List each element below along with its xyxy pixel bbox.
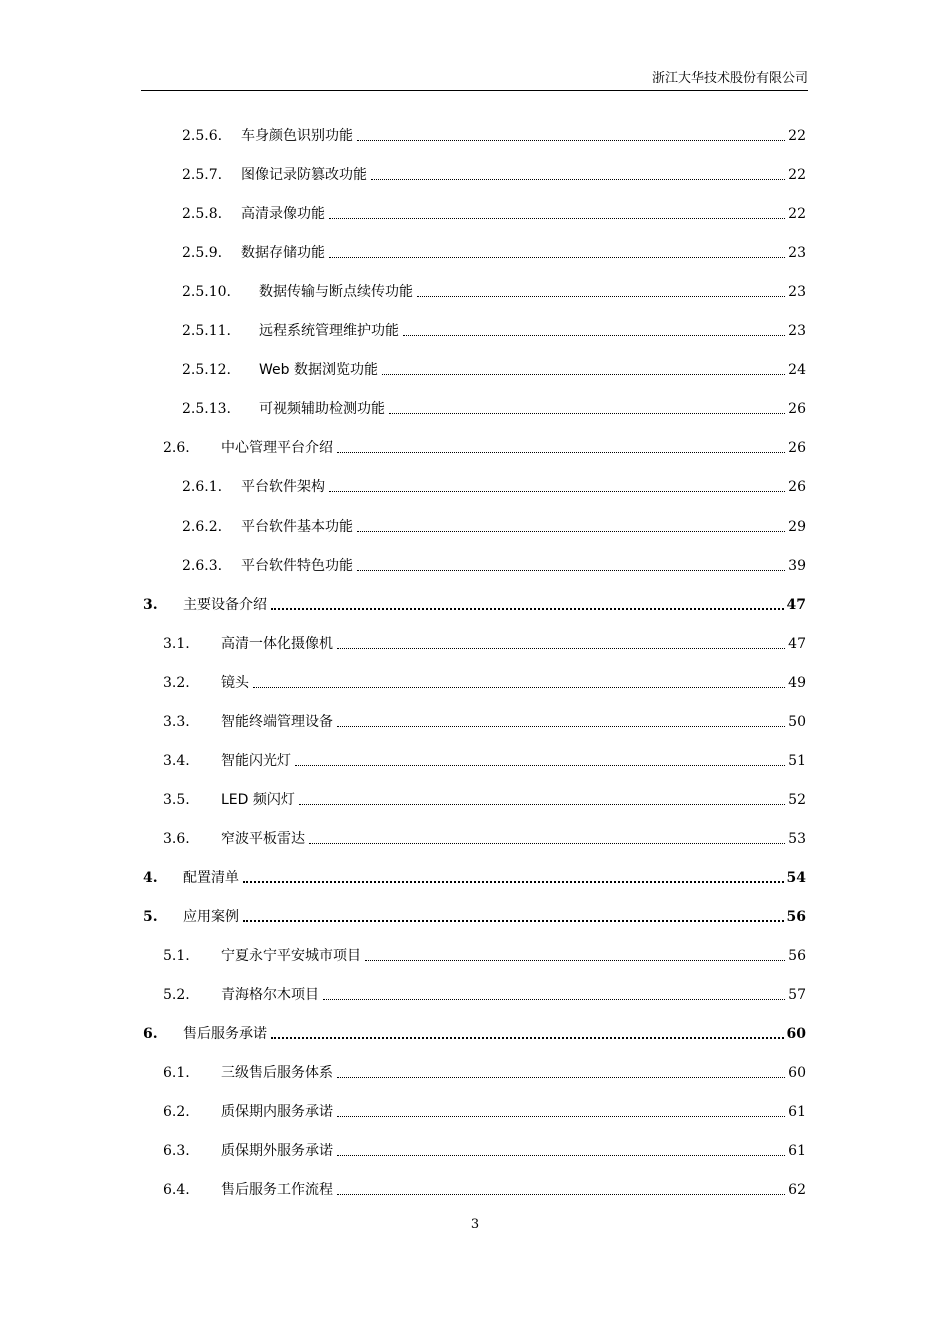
toc-entry-page: 26 [788, 440, 806, 456]
toc-entry-number: 6.3. [163, 1143, 190, 1159]
toc-entry[interactable] [163, 985, 806, 1005]
toc-entry-page: 26 [788, 401, 806, 417]
toc-entry-number: 2.5.10. [182, 284, 231, 300]
toc-entry-title: 可视频辅助检测功能 [259, 401, 385, 417]
toc-entry-title: 镜头 [221, 675, 249, 691]
toc-entry-title: 平台软件基本功能 [241, 519, 353, 535]
toc-entry[interactable] [182, 556, 806, 576]
toc-dot-leader [337, 452, 785, 453]
toc-entry-title: 数据传输与断点续传功能 [259, 284, 413, 300]
toc-entry-title: 图像记录防篡改功能 [241, 167, 367, 183]
toc-entry-page: 39 [788, 558, 806, 574]
toc-entry-number: 3.4. [163, 753, 190, 769]
toc-entry-number: 2.6.1. [182, 479, 223, 495]
toc-dot-leader [243, 920, 784, 922]
toc-dot-leader [371, 179, 785, 180]
toc-entry[interactable] [182, 204, 806, 224]
toc-entry-number: 2.5.13. [182, 401, 231, 417]
toc-dot-leader [337, 1077, 785, 1078]
toc-entry-number: 3.1. [163, 636, 190, 652]
toc-entry[interactable] [163, 829, 806, 849]
toc-entry-page: 56 [786, 909, 806, 925]
toc-entry-page: 60 [788, 1065, 806, 1081]
toc-dot-leader [417, 296, 785, 297]
toc-entry-title: 车身颜色识别功能 [241, 128, 353, 144]
toc-entry-number: 2.5.12. [182, 362, 231, 378]
toc-entry[interactable] [163, 751, 806, 771]
toc-entry-number: 2.6.2. [182, 519, 223, 535]
toc-entry-title: 智能终端管理设备 [221, 714, 333, 730]
toc-entry-page: 23 [788, 323, 806, 339]
toc-dot-leader [329, 491, 785, 492]
toc-entry-page: 57 [788, 987, 806, 1003]
toc-entry-title: 售后服务工作流程 [221, 1182, 333, 1198]
toc-entry-number: 3.3. [163, 714, 190, 730]
toc-entry-number: 2.5.9. [182, 245, 223, 261]
toc-entry-number: 3.6. [163, 831, 190, 847]
toc-entry-page: 51 [788, 753, 806, 769]
toc-entry[interactable] [182, 126, 806, 146]
toc-entry-title: 窄波平板雷达 [221, 831, 305, 847]
toc-entry[interactable] [163, 1141, 806, 1161]
toc-dot-leader [389, 413, 785, 414]
toc-entry-title: 宁夏永宁平安城市项目 [221, 948, 361, 964]
toc-entry-number: 6.1. [163, 1065, 190, 1081]
toc-entry-number: 2.6.3. [182, 558, 223, 574]
toc-entry-title: 主要设备介绍 [183, 597, 267, 613]
toc-entry-title: Web 数据浏览功能 [259, 362, 378, 378]
toc-entry[interactable] [182, 165, 806, 185]
toc-entry-page: 60 [786, 1026, 806, 1042]
toc-entry-page: 22 [788, 167, 806, 183]
toc-entry-page: 61 [788, 1104, 806, 1120]
toc-entry[interactable] [182, 321, 806, 341]
toc-entry-title: 高清录像功能 [241, 206, 325, 222]
toc-entry-number: 2.5.7. [182, 167, 223, 183]
toc-entry-number: 2.6. [163, 440, 190, 456]
toc-entry[interactable] [163, 790, 806, 810]
toc-entry-page: 47 [786, 597, 806, 613]
toc-entry-page: 22 [788, 206, 806, 222]
toc-entry-title: 质保期内服务承诺 [221, 1104, 333, 1120]
toc-dot-leader [357, 140, 785, 141]
toc-entry-title: 售后服务承诺 [183, 1026, 267, 1042]
toc-entry[interactable] [163, 946, 806, 966]
toc-entry-number: 6.4. [163, 1182, 190, 1198]
toc-entry-title: 三级售后服务体系 [221, 1065, 333, 1081]
toc-entry[interactable] [143, 1024, 806, 1044]
toc-entry-title: 应用案例 [183, 909, 239, 925]
toc-entry[interactable] [163, 438, 806, 458]
toc-entry-title: 高清一体化摄像机 [221, 636, 333, 652]
toc-entry-number: 2.5.11. [182, 323, 231, 339]
toc-entry-title: 平台软件架构 [241, 479, 325, 495]
toc-entry-title: LED 频闪灯 [221, 792, 295, 808]
toc-entry-number: 5. [143, 909, 158, 925]
toc-entry[interactable] [143, 868, 806, 888]
toc-entry-title: 智能闪光灯 [221, 753, 291, 769]
page-number: 3 [470, 1217, 480, 1232]
toc-entry-title: 数据存储功能 [241, 245, 325, 261]
toc-entry-number: 2.5.8. [182, 206, 223, 222]
toc-entry-number: 6. [143, 1026, 158, 1042]
toc-entry[interactable] [143, 907, 806, 927]
toc-dot-leader [299, 804, 785, 805]
toc-entry[interactable] [182, 243, 806, 263]
toc-dot-leader [323, 999, 785, 1000]
toc-entry-page: 26 [788, 479, 806, 495]
toc-dot-leader [403, 335, 785, 336]
toc-dot-leader [295, 765, 785, 766]
toc-entry-page: 50 [788, 714, 806, 730]
toc-entry[interactable] [143, 595, 806, 615]
toc-entry[interactable] [163, 712, 806, 732]
toc-dot-leader [271, 608, 784, 610]
toc-entry-page: 62 [788, 1182, 806, 1198]
toc-entry[interactable] [182, 517, 806, 537]
toc-entry-number: 4. [143, 870, 158, 886]
toc-entry-page: 56 [788, 948, 806, 964]
toc-entry-number: 3. [143, 597, 158, 613]
page-header [141, 71, 808, 91]
toc-entry[interactable] [163, 634, 806, 654]
toc-entry-page: 22 [788, 128, 806, 144]
company-name: 浙江大华技术股份有限公司 [651, 71, 808, 86]
toc-entry-page: 23 [788, 284, 806, 300]
toc-dot-leader [382, 374, 785, 375]
toc-dot-leader [337, 726, 785, 727]
toc-entry-page: 49 [788, 675, 806, 691]
toc-entry-page: 47 [788, 636, 806, 652]
toc-entry-number: 3.2. [163, 675, 190, 691]
toc-entry-page: 29 [788, 519, 806, 535]
toc-entry[interactable] [182, 282, 806, 302]
toc-entry[interactable] [163, 1102, 806, 1122]
toc-entry-title: 平台软件特色功能 [241, 558, 353, 574]
toc-dot-leader [365, 960, 785, 961]
toc-entry[interactable] [163, 673, 806, 693]
toc-entry-number: 6.2. [163, 1104, 190, 1120]
toc-entry[interactable] [163, 1180, 806, 1200]
toc-entry-number: 2.5.6. [182, 128, 223, 144]
toc-dot-leader [337, 648, 785, 649]
toc-entry-title: 配置清单 [183, 870, 239, 886]
toc-dot-leader [243, 881, 784, 883]
toc-entry-title: 青海格尔木项目 [221, 987, 319, 1003]
toc-entry-title: 中心管理平台介绍 [221, 440, 333, 456]
toc-dot-leader [329, 257, 785, 258]
toc-dot-leader [271, 1037, 784, 1039]
toc-dot-leader [357, 531, 785, 532]
toc-entry-page: 23 [788, 245, 806, 261]
toc-entry[interactable] [182, 360, 806, 380]
toc-entry[interactable] [163, 1063, 806, 1083]
toc-entry-title: 质保期外服务承诺 [221, 1143, 333, 1159]
toc-entry-number: 3.5. [163, 792, 190, 808]
toc-entry[interactable] [182, 477, 806, 497]
toc-dot-leader [337, 1194, 785, 1195]
toc-dot-leader [309, 843, 785, 844]
toc-entry-page: 61 [788, 1143, 806, 1159]
toc-entry-page: 24 [788, 362, 806, 378]
toc-dot-leader [337, 1155, 785, 1156]
toc-entry-title: 远程系统管理维护功能 [259, 323, 399, 339]
toc-entry-page: 54 [786, 870, 806, 886]
toc-entry[interactable] [182, 399, 806, 419]
toc-dot-leader [253, 687, 785, 688]
toc-entry-number: 5.1. [163, 948, 190, 964]
toc-entry-number: 5.2. [163, 987, 190, 1003]
toc-entry-page: 52 [788, 792, 806, 808]
toc-dot-leader [337, 1116, 785, 1117]
toc-entry-page: 53 [788, 831, 806, 847]
toc-dot-leader [329, 218, 785, 219]
toc-dot-leader [357, 570, 785, 571]
